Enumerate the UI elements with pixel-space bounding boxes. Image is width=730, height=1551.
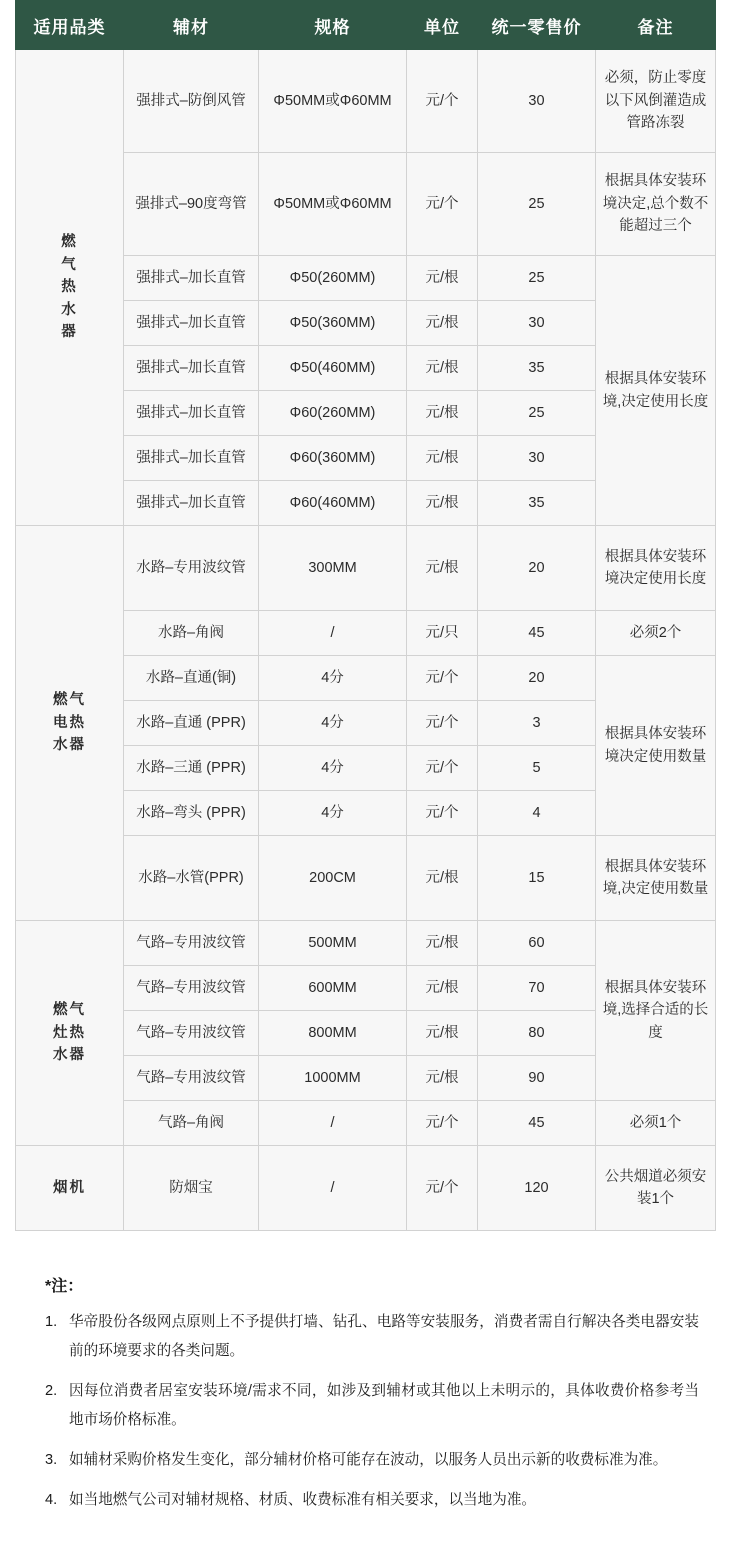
spec-cell: 4分 <box>259 656 407 701</box>
material-cell: 气路–专用波纹管 <box>124 1011 259 1056</box>
price-cell: 120 <box>478 1146 596 1231</box>
price-cell: 45 <box>478 611 596 656</box>
note-cell: 根据具体安装环境决定使用数量 <box>596 656 716 836</box>
note-cell: 根据具体安装环境决定使用长度 <box>596 526 716 611</box>
material-cell: 气路–专用波纹管 <box>124 966 259 1011</box>
unit-cell: 元/根 <box>407 436 478 481</box>
unit-cell: 元/根 <box>407 1056 478 1101</box>
spec-cell: Φ50(360MM) <box>259 301 407 346</box>
material-cell: 气路–专用波纹管 <box>124 1056 259 1101</box>
material-cell: 强排式–加长直管 <box>124 391 259 436</box>
price-cell: 90 <box>478 1056 596 1101</box>
spec-cell: 500MM <box>259 921 407 966</box>
note-cell: 根据具体安装环境,决定使用数量 <box>596 836 716 921</box>
table-row <box>16 526 716 611</box>
price-cell: 4 <box>478 791 596 836</box>
note-cell: 必须1个 <box>596 1101 716 1146</box>
column-header-category: 适用品类 <box>16 1 124 50</box>
unit-cell: 元/个 <box>407 791 478 836</box>
spec-cell: / <box>259 1146 407 1231</box>
category-cell-electric-water-heater: 燃气电热水器 <box>16 526 124 921</box>
note-cell: 根据具体安装环境决定,总个数不能超过三个 <box>596 153 716 256</box>
price-cell: 45 <box>478 1101 596 1146</box>
column-header-spec: 规格 <box>259 1 407 50</box>
price-cell: 15 <box>478 836 596 921</box>
material-cell: 强排式–防倒风管 <box>124 50 259 153</box>
unit-cell: 元/根 <box>407 1011 478 1056</box>
unit-cell: 元/个 <box>407 1146 478 1231</box>
category-cell-range-hood: 烟机 <box>16 1146 124 1231</box>
price-cell: 3 <box>478 701 596 746</box>
unit-cell: 元/根 <box>407 836 478 921</box>
price-cell: 20 <box>478 526 596 611</box>
category-cell-gas-water-heater: 燃气热水器 <box>16 50 124 526</box>
material-cell: 气路–角阀 <box>124 1101 259 1146</box>
spec-cell: 600MM <box>259 966 407 1011</box>
table-row <box>16 50 716 153</box>
note-cell: 根据具体安装环境,决定使用长度 <box>596 256 716 526</box>
unit-cell: 元/根 <box>407 921 478 966</box>
note-cell: 必须，防止零度以下风倒灌造成管路冻裂 <box>596 50 716 153</box>
spec-cell: Φ60(360MM) <box>259 436 407 481</box>
spec-cell: 4分 <box>259 791 407 836</box>
unit-cell: 元/个 <box>407 656 478 701</box>
unit-cell: 元/个 <box>407 50 478 153</box>
price-cell: 70 <box>478 966 596 1011</box>
price-cell: 25 <box>478 391 596 436</box>
table-header-row <box>16 1 716 50</box>
material-cell: 水路–角阀 <box>124 611 259 656</box>
unit-cell: 元/个 <box>407 153 478 256</box>
unit-cell: 元/个 <box>407 1101 478 1146</box>
material-cell: 强排式–加长直管 <box>124 346 259 391</box>
price-cell: 80 <box>478 1011 596 1056</box>
spec-cell: / <box>259 611 407 656</box>
spec-cell: 200CM <box>259 836 407 921</box>
footnote-title: *注： <box>45 1278 84 1295</box>
price-cell: 60 <box>478 921 596 966</box>
unit-cell: 元/根 <box>407 346 478 391</box>
price-cell: 25 <box>478 256 596 301</box>
spec-cell: 4分 <box>259 701 407 746</box>
unit-cell: 元/根 <box>407 391 478 436</box>
unit-cell: 元/只 <box>407 611 478 656</box>
material-cell: 强排式–加长直管 <box>124 436 259 481</box>
material-cell: 水路–直通(铜) <box>124 656 259 701</box>
material-cell: 气路–专用波纹管 <box>124 921 259 966</box>
unit-cell: 元/个 <box>407 701 478 746</box>
spec-cell: Φ50(260MM) <box>259 256 407 301</box>
spec-cell: Φ50MM或Φ60MM <box>259 153 407 256</box>
price-cell: 30 <box>478 436 596 481</box>
note-cell: 必须2个 <box>596 611 716 656</box>
material-cell: 强排式–90度弯管 <box>124 153 259 256</box>
price-cell: 30 <box>478 301 596 346</box>
column-header-unit: 单位 <box>407 1 478 50</box>
material-cell: 强排式–加长直管 <box>124 256 259 301</box>
footnote-item: 如辅材采购价格发生变化，部分辅材价格可能存在波动，以服务人员出示新的收费标准为准。 <box>69 1452 668 1468</box>
unit-cell: 元/根 <box>407 966 478 1011</box>
price-cell: 30 <box>478 50 596 153</box>
price-cell: 20 <box>478 656 596 701</box>
price-cell: 5 <box>478 746 596 791</box>
note-cell: 根据具体安装环境,选择合适的长度 <box>596 921 716 1101</box>
table-row <box>16 1146 716 1231</box>
material-cell: 水路–三通 (PPR) <box>124 746 259 791</box>
note-cell: 公共烟道必须安装1个 <box>596 1146 716 1231</box>
spec-cell: / <box>259 1101 407 1146</box>
table-row <box>16 921 716 966</box>
footnote-list <box>31 1308 699 1515</box>
unit-cell: 元/根 <box>407 301 478 346</box>
price-cell: 35 <box>478 346 596 391</box>
spec-cell: 4分 <box>259 746 407 791</box>
price-cell: 35 <box>478 481 596 526</box>
spec-cell: Φ50MM或Φ60MM <box>259 50 407 153</box>
unit-cell: 元/根 <box>407 481 478 526</box>
material-cell: 防烟宝 <box>124 1146 259 1231</box>
footnote-item: 因每位消费者居室安装环境/需求不同，如涉及到辅材或其他以上未明示的，具体收费价格参考当地市场价格标准。 <box>69 1383 699 1428</box>
spec-cell: 800MM <box>259 1011 407 1056</box>
material-cell: 水路–弯头 (PPR) <box>124 791 259 836</box>
unit-cell: 元/个 <box>407 746 478 791</box>
footnote-block <box>15 1253 715 1537</box>
spec-cell: Φ60(260MM) <box>259 391 407 436</box>
unit-cell: 元/根 <box>407 256 478 301</box>
spec-cell: 1000MM <box>259 1056 407 1101</box>
material-cell: 水路–专用波纹管 <box>124 526 259 611</box>
spec-cell: 300MM <box>259 526 407 611</box>
material-cell: 水路–直通 (PPR) <box>124 701 259 746</box>
column-header-note: 备注 <box>596 1 716 50</box>
price-cell: 25 <box>478 153 596 256</box>
material-cell: 强排式–加长直管 <box>124 481 259 526</box>
spec-cell: Φ60(460MM) <box>259 481 407 526</box>
spec-cell: Φ50(460MM) <box>259 346 407 391</box>
unit-cell: 元/根 <box>407 526 478 611</box>
accessory-price-table <box>15 0 716 1231</box>
footnote-item: 华帝股份各级网点原则上不予提供打墙、钻孔、电路等安装服务，消费者需自行解决各类电器安装前的环境要求的各类问题。 <box>69 1314 699 1359</box>
material-cell: 水路–水管(PPR) <box>124 836 259 921</box>
column-header-price: 统一零售价 <box>478 1 596 50</box>
category-cell-gas-stove: 燃气灶热水器 <box>16 921 124 1146</box>
material-cell: 强排式–加长直管 <box>124 301 259 346</box>
column-header-material: 辅材 <box>124 1 259 50</box>
footnote-item: 如当地燃气公司对辅材规格、材质、收费标准有相关要求，以当地为准。 <box>69 1492 537 1509</box>
